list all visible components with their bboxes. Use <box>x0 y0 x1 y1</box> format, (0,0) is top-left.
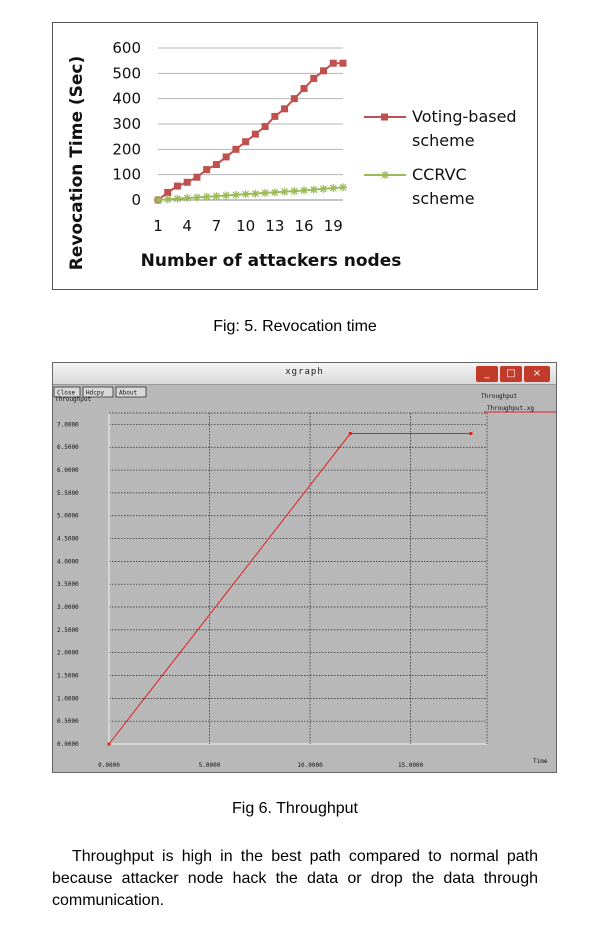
figure5-data-point <box>223 153 230 160</box>
figure6-x-tick-label: 10.0000 <box>297 762 323 769</box>
figure5-data-point <box>242 190 250 198</box>
figure6-y-tick-label: 1.0000 <box>57 695 79 703</box>
figure5-y-tick-label: 300 <box>112 115 141 133</box>
figure5-x-tick-label: 10 <box>236 217 256 235</box>
body-paragraph: Throughput is high in the best path compared to normal path because attacker node hack the data or drop the data through communication. <box>52 848 538 909</box>
figure6-x-ticks <box>98 762 423 769</box>
figure5-x-tick-label: 19 <box>323 217 343 235</box>
svg-text:About: About <box>119 389 138 397</box>
figure5-y-tick-label: 500 <box>112 64 141 83</box>
figure5-data-point <box>212 192 220 200</box>
figure5-x-tick-label: 4 <box>182 217 192 235</box>
figure5-data-point <box>262 123 269 130</box>
figure5-data-point <box>222 191 230 199</box>
figure5-data-point <box>164 195 172 203</box>
figure5-data-point <box>281 105 288 112</box>
figure6-x-tick-label: 5.0000 <box>198 762 221 769</box>
figure5-data-point <box>232 146 239 153</box>
figure6-y-tick-label: 3.5000 <box>57 581 79 589</box>
figure6-y-tick-label: 5.0000 <box>57 512 79 520</box>
figure5-data-point <box>281 188 289 196</box>
figure5-data-point <box>340 60 347 67</box>
figure5-y-tick-label: 200 <box>112 140 141 159</box>
figure5-data-point <box>320 185 328 193</box>
figure5-data-point <box>174 183 181 190</box>
figure6-y-tick-label: 3.0000 <box>57 604 79 612</box>
figure5-data-point <box>320 67 327 74</box>
figure5-data-point <box>300 186 308 194</box>
figure6-data-point <box>469 432 472 435</box>
figure6-x-tick-label: 0.0000 <box>98 762 120 769</box>
figure6-caption: Fig 6. Throughput <box>231 800 358 817</box>
figure5-y-ticks <box>112 39 141 209</box>
svg-text:Hdcpy: Hdcpy <box>86 389 105 397</box>
figure5-data-point <box>213 161 220 168</box>
figure5-series <box>154 60 347 204</box>
svg-text:Close: Close <box>57 389 76 397</box>
figure6-legend <box>484 405 556 412</box>
figure6-y-tick-label: 6.0000 <box>57 467 79 475</box>
figure6-legend-entry: Throughput.xg <box>487 405 534 412</box>
figure6-y-tick-label: 6.5000 <box>57 444 79 452</box>
close-window-button[interactable]: × <box>524 366 550 382</box>
figure5-data-point <box>251 190 259 198</box>
figure5-data-point <box>291 95 298 102</box>
figure6-y-tick-label: 2.0000 <box>57 649 79 657</box>
figure5-data-point <box>252 131 259 138</box>
figure5-data-point <box>290 187 298 195</box>
xgraph-window <box>52 362 557 773</box>
figure6-y-tick-label: 2.5000 <box>57 626 79 634</box>
maximize-button[interactable]: □ <box>500 366 522 382</box>
figure5-data-point <box>184 179 191 186</box>
figure5-legend <box>364 107 517 208</box>
figure5-y-tick-label: 400 <box>112 89 141 108</box>
figure6-series-line <box>109 434 471 744</box>
figure5-legend-label: scheme <box>412 131 475 150</box>
figure6-data-point <box>349 432 352 435</box>
figure6-y-ticks <box>57 421 79 748</box>
figure5-grid <box>158 48 343 200</box>
figure5-legend-label: Voting-based <box>412 107 517 126</box>
figure5-x-ticks <box>153 217 343 235</box>
figure5-data-point <box>193 174 200 181</box>
figure5-data-point <box>271 113 278 120</box>
figure5-x-tick-label: 16 <box>294 217 314 235</box>
figure5-chart-frame <box>52 22 538 290</box>
figure5-legend-label: scheme <box>412 189 475 208</box>
figure5-y-tick-label: 600 <box>112 39 141 57</box>
xgraph-titlebar[interactable] <box>53 363 556 385</box>
figure5-data-point <box>173 195 181 203</box>
figure5-data-point <box>193 193 201 201</box>
figure5-data-point <box>203 166 210 173</box>
figure5-x-tick-label: 7 <box>211 217 222 235</box>
figure5-data-point <box>154 196 162 204</box>
figure5-legend-label: CCRVC <box>412 165 467 184</box>
figure5-y-axis-label: Revocation Time (Sec) <box>67 55 87 271</box>
figure6-y-tick-label: 1.5000 <box>57 672 79 680</box>
figure6-x-axis-title: Time <box>533 758 548 765</box>
minimize-button[interactable]: _ <box>476 366 498 382</box>
figure5-caption: Fig: 5. Revocation time <box>213 318 377 335</box>
figure6-y-tick-label: 4.0000 <box>57 558 79 566</box>
figure6-grid <box>109 413 487 744</box>
figure5-x-axis-label: Number of attackers nodes <box>140 251 402 271</box>
figure5-y-tick-label: 0 <box>131 191 141 209</box>
figure6-y-tick-label: 4.5000 <box>57 535 79 543</box>
figure5-data-point <box>310 186 318 194</box>
figure5-data-point <box>232 191 240 199</box>
figure5-legend-marker <box>381 171 389 179</box>
figure5-data-point <box>203 193 211 201</box>
figure6-y-tick-label: 5.5000 <box>57 489 79 497</box>
figure5-y-tick-label: 100 <box>112 165 141 184</box>
figure5-data-point <box>271 188 279 196</box>
figure6-x-tick-label: 15.0000 <box>397 762 424 769</box>
figure5-data-point <box>183 194 191 202</box>
figure5-data-point <box>261 189 269 197</box>
figure6-y-tick-label: 0.5000 <box>57 718 79 726</box>
figure5-data-point <box>301 85 308 92</box>
figure5-data-point <box>329 184 337 192</box>
figure5-data-point <box>242 138 249 145</box>
figure6-data-point <box>108 743 111 746</box>
xgraph-window-title: xgraph <box>285 367 324 377</box>
figure6-y-axis-title: Throughput <box>55 396 92 403</box>
figure6-legend-title: Throughput <box>481 393 518 400</box>
figure5-data-point <box>339 183 347 191</box>
figure5-x-tick-label: 13 <box>265 217 285 235</box>
figure6-y-tick-label: 7.0000 <box>57 421 79 429</box>
figure6-chart <box>53 385 557 773</box>
about-button[interactable] <box>116 387 146 397</box>
figure5-legend-marker <box>381 114 388 121</box>
figure5-data-point <box>310 75 317 82</box>
figure5-x-tick-label: 1 <box>153 217 163 235</box>
figure5-data-point <box>330 60 337 67</box>
figure5-chart <box>53 23 539 291</box>
figure5-data-point <box>164 189 171 196</box>
figure6-y-tick-label: 0.0000 <box>57 741 79 748</box>
